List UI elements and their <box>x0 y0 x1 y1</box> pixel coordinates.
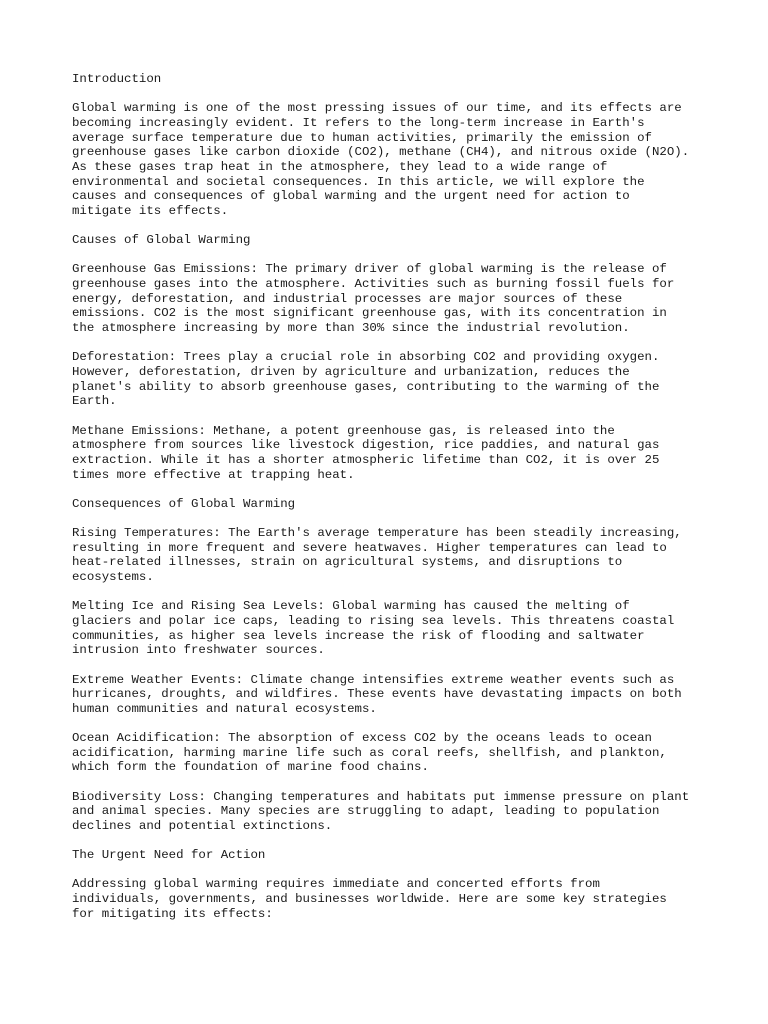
heading-causes <box>72 233 712 248</box>
text-line: heat-related illnesses, strain on agricultural systems, and disruptions to <box>72 555 623 570</box>
text-line: which form the foundation of marine food chains. <box>72 760 429 775</box>
text-line: Global warming is one of the most pressing issues of our time, and its effects are <box>72 101 682 116</box>
text-line: individuals, governments, and businesses worldwide. Here are some key strategies <box>72 892 667 907</box>
heading-consequences <box>72 497 712 512</box>
text-line: Earth. <box>72 394 117 409</box>
text-line: times more effective at trapping heat. <box>72 467 355 482</box>
text-line: Addressing global warming requires immediate and concerted efforts from <box>72 877 600 892</box>
text-line: average surface temperature due to human activities, primarily the emission of <box>72 130 652 145</box>
paragraph-introduction <box>72 101 712 219</box>
paragraph-extreme-weather <box>72 673 712 717</box>
text-line: glaciers and polar ice caps, leading to rising sea levels. This threatens coastal <box>72 613 675 628</box>
text-line: greenhouse gases like carbon dioxide (CO2), methane (CH4), and nitrous oxide (N2O). <box>72 145 690 160</box>
text-line: Melting Ice and Rising Sea Levels: Global warming has caused the melting of <box>72 599 630 614</box>
text-line: Biodiversity Loss: Changing temperatures and habitats put immense pressure on plant <box>72 789 690 804</box>
text-line: acidification, harming marine life such as coral reefs, shellfish, and plankton, <box>72 745 667 760</box>
text-line: resulting in more frequent and severe heatwaves. Higher temperatures can lead to <box>72 540 667 555</box>
text-line: ecosystems. <box>72 570 154 585</box>
text-line: Extreme Weather Events: Climate change intensifies extreme weather events such as <box>72 672 675 687</box>
text-line: Deforestation: Trees play a crucial role in absorbing CO2 and providing oxygen. <box>72 350 660 365</box>
text-line: causes and consequences of global warming and the urgent need for action to <box>72 189 630 204</box>
text-line: mitigate its effects. <box>72 204 229 218</box>
text-line: becoming increasingly evident. It refers to the long-term increase in Earth's <box>72 115 645 130</box>
text-line: communities, as higher sea levels increase the risk of flooding and saltwater <box>72 628 645 643</box>
paragraph-melting-ice <box>72 599 712 658</box>
text-line: Introduction <box>72 72 162 86</box>
text-line: intrusion into freshwater sources. <box>72 643 325 658</box>
text-line: emissions. CO2 is the most significant greenhouse gas, with its concentration in <box>72 306 667 321</box>
text-line: hurricanes, droughts, and wildfires. These events have devastating impacts on both <box>72 687 682 702</box>
text-line: human communities and natural ecosystems. <box>72 701 377 716</box>
text-line: Causes of Global Warming <box>72 233 251 248</box>
text-line: extraction. While it has a shorter atmospheric lifetime than CO2, it is over 25 <box>72 452 660 467</box>
text-line: greenhouse gases into the atmosphere. Activities such as burning fossil fuels for <box>72 277 675 292</box>
text-line: Consequences of Global Warming <box>72 496 296 511</box>
paragraph-greenhouse-gas-emissions <box>72 262 712 335</box>
paragraph-methane-emissions <box>72 424 712 483</box>
text-line: declines and potential extinctions. <box>72 819 333 833</box>
paragraph-deforestation <box>72 350 712 409</box>
text-line: energy, deforestation, and industrial processes are major sources of these <box>72 291 623 306</box>
text-line: Rising Temperatures: The Earth's average temperature has been steadily increasing, <box>72 526 682 540</box>
text-line: The Urgent Need for Action <box>72 848 266 863</box>
paragraph-rising-temperatures <box>72 526 712 585</box>
text-line: As these gases trap heat in the atmosphere, they lead to a wide range of <box>72 159 608 174</box>
text-line: Greenhouse Gas Emissions: The primary driver of global warming is the release of <box>72 262 667 277</box>
text-line: planet's ability to absorb greenhouse gases, contributing to the warming of the <box>72 379 660 394</box>
text-line: However, deforestation, driven by agriculture and urbanization, reduces the <box>72 365 630 379</box>
text-line: Ocean Acidification: The absorption of excess CO2 by the oceans leads to ocean <box>72 731 652 746</box>
paragraph-ocean-acidification <box>72 731 712 775</box>
heading-urgent-need <box>72 848 712 863</box>
text-line: for mitigating its effects: <box>72 906 273 921</box>
paragraph-addressing <box>72 877 712 921</box>
document-page <box>72 72 712 936</box>
text-line: atmosphere from sources like livestock digestion, rice paddies, and natural gas <box>72 438 660 453</box>
text-line: environmental and societal consequences. In this article, we will explore the <box>72 174 645 189</box>
heading-introduction <box>72 72 712 87</box>
paragraph-biodiversity-loss <box>72 790 712 834</box>
text-line: Methane Emissions: Methane, a potent greenhouse gas, is released into the <box>72 423 615 438</box>
text-line: the atmosphere increasing by more than 30% since the industrial revolution. <box>72 321 630 336</box>
text-line: and animal species. Many species are struggling to adapt, leading to population <box>72 804 660 819</box>
